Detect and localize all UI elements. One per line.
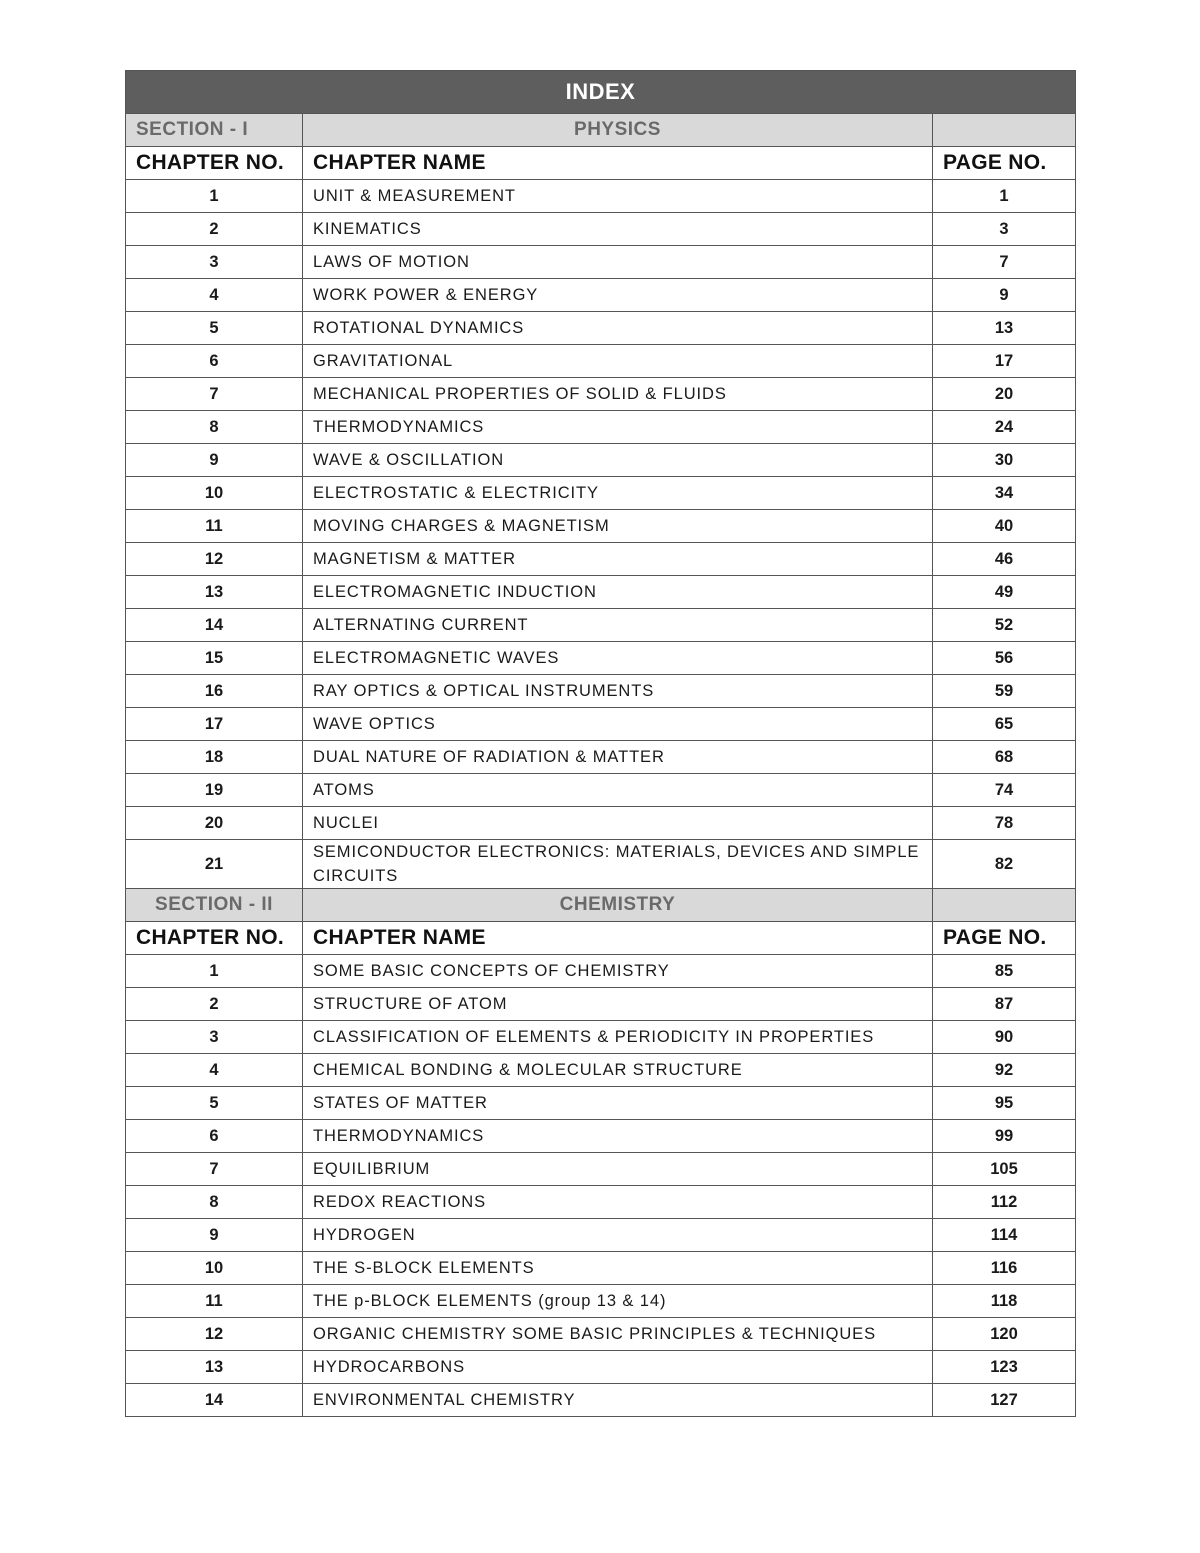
- index-title-row: [126, 71, 1076, 114]
- section-empty-cell: [933, 114, 1076, 147]
- chapter-name: KINEMATICS: [303, 213, 933, 246]
- chapter-name-header: CHAPTER NAME: [303, 922, 933, 955]
- chapter-number: 11: [126, 1285, 303, 1318]
- chapter-name: ROTATIONAL DYNAMICS: [303, 312, 933, 345]
- chapter-number: 9: [126, 444, 303, 477]
- page-number: 99: [933, 1120, 1076, 1153]
- chapter-name: UNIT & MEASUREMENT: [303, 180, 933, 213]
- chapter-name: MOVING CHARGES & MAGNETISM: [303, 510, 933, 543]
- page-number: 118: [933, 1285, 1076, 1318]
- section-label: SECTION - I: [126, 114, 303, 147]
- chapter-number: 17: [126, 708, 303, 741]
- chapter-number: 5: [126, 312, 303, 345]
- page-number: 105: [933, 1153, 1076, 1186]
- table-row: [126, 1087, 1076, 1120]
- page-number: 46: [933, 543, 1076, 576]
- chapter-name: ELECTROSTATIC & ELECTRICITY: [303, 477, 933, 510]
- page-number: 120: [933, 1318, 1076, 1351]
- table-row: [126, 774, 1076, 807]
- chapter-name: HYDROCARBONS: [303, 1351, 933, 1384]
- chapter-name: ELECTROMAGNETIC INDUCTION: [303, 576, 933, 609]
- chapter-number: 12: [126, 1318, 303, 1351]
- page-number: 1: [933, 180, 1076, 213]
- page-number: 112: [933, 1186, 1076, 1219]
- page-number: 59: [933, 675, 1076, 708]
- table-row: [126, 213, 1076, 246]
- page-number: 82: [933, 840, 1076, 889]
- table-row: [126, 1021, 1076, 1054]
- table-row: [126, 510, 1076, 543]
- chapter-name: CLASSIFICATION OF ELEMENTS & PERIODICITY IN PROPERTIES: [303, 1021, 933, 1054]
- table-row: [126, 1219, 1076, 1252]
- page-number: 3: [933, 213, 1076, 246]
- chapter-number: 2: [126, 988, 303, 1021]
- chapter-name: LAWS OF MOTION: [303, 246, 933, 279]
- page-no-header: PAGE NO.: [933, 147, 1076, 180]
- page-number: 78: [933, 807, 1076, 840]
- page-number: 65: [933, 708, 1076, 741]
- page-number: 49: [933, 576, 1076, 609]
- chapter-number: 13: [126, 576, 303, 609]
- table-row: [126, 609, 1076, 642]
- page-number: 52: [933, 609, 1076, 642]
- section-header-row: [126, 114, 1076, 147]
- chapter-number: 5: [126, 1087, 303, 1120]
- index-table: [125, 70, 1076, 1417]
- chapter-number: 20: [126, 807, 303, 840]
- chapter-name: EQUILIBRIUM: [303, 1153, 933, 1186]
- chapter-name: SOME BASIC CONCEPTS OF CHEMISTRY: [303, 955, 933, 988]
- chapter-number: 15: [126, 642, 303, 675]
- table-row: [126, 1120, 1076, 1153]
- chapter-number: 4: [126, 1054, 303, 1087]
- chapter-name: WAVE OPTICS: [303, 708, 933, 741]
- chapter-number: 1: [126, 180, 303, 213]
- chapter-name: ALTERNATING CURRENT: [303, 609, 933, 642]
- page-number: 127: [933, 1384, 1076, 1417]
- chapter-name: THERMODYNAMICS: [303, 411, 933, 444]
- chapter-name: ATOMS: [303, 774, 933, 807]
- table-row: [126, 576, 1076, 609]
- page-number: 74: [933, 774, 1076, 807]
- table-row: [126, 642, 1076, 675]
- chapter-number: 3: [126, 1021, 303, 1054]
- page-number: 95: [933, 1087, 1076, 1120]
- page-number: 87: [933, 988, 1076, 1021]
- table-row: [126, 1351, 1076, 1384]
- page-number: 68: [933, 741, 1076, 774]
- chapter-name: ORGANIC CHEMISTRY SOME BASIC PRINCIPLES & TECHNIQUES: [303, 1318, 933, 1351]
- chapter-number: 2: [126, 213, 303, 246]
- chapter-number: 10: [126, 1252, 303, 1285]
- table-row: [126, 378, 1076, 411]
- chapter-name: WORK POWER & ENERGY: [303, 279, 933, 312]
- chapter-number: 10: [126, 477, 303, 510]
- chapter-no-header: CHAPTER NO.: [126, 147, 303, 180]
- chapter-number: 8: [126, 1186, 303, 1219]
- chapter-number: 8: [126, 411, 303, 444]
- section-subject: CHEMISTRY: [303, 889, 933, 922]
- page-number: 9: [933, 279, 1076, 312]
- chapter-number: 1: [126, 955, 303, 988]
- page-no-header: PAGE NO.: [933, 922, 1076, 955]
- page-number: 114: [933, 1219, 1076, 1252]
- chapter-name: MECHANICAL PROPERTIES OF SOLID & FLUIDS: [303, 378, 933, 411]
- chapter-name: ENVIRONMENTAL CHEMISTRY: [303, 1384, 933, 1417]
- table-row: [126, 675, 1076, 708]
- page-number: 56: [933, 642, 1076, 675]
- index-title: INDEX: [126, 71, 1076, 114]
- chapter-number: 4: [126, 279, 303, 312]
- table-row: [126, 1252, 1076, 1285]
- chapter-number: 3: [126, 246, 303, 279]
- table-row: [126, 444, 1076, 477]
- chapter-name: STRUCTURE OF ATOM: [303, 988, 933, 1021]
- page-number: 92: [933, 1054, 1076, 1087]
- chapter-name: RAY OPTICS & OPTICAL INSTRUMENTS: [303, 675, 933, 708]
- chapter-number: 11: [126, 510, 303, 543]
- chapter-number: 6: [126, 345, 303, 378]
- chapter-number: 7: [126, 1153, 303, 1186]
- chapter-name: MAGNETISM & MATTER: [303, 543, 933, 576]
- table-row: [126, 1285, 1076, 1318]
- chapter-number: 7: [126, 378, 303, 411]
- table-row: [126, 807, 1076, 840]
- table-row: [126, 708, 1076, 741]
- chapter-name: THE p-BLOCK ELEMENTS (group 13 & 14): [303, 1285, 933, 1318]
- table-row: [126, 180, 1076, 213]
- chapter-name: ELECTROMAGNETIC WAVES: [303, 642, 933, 675]
- page-number: 20: [933, 378, 1076, 411]
- page-number: 34: [933, 477, 1076, 510]
- index-table-body: [126, 71, 1076, 1417]
- column-header-row: [126, 147, 1076, 180]
- page-number: 30: [933, 444, 1076, 477]
- table-row: [126, 840, 1076, 889]
- chapter-number: 19: [126, 774, 303, 807]
- table-row: [126, 246, 1076, 279]
- chapter-number: 21: [126, 840, 303, 889]
- chapter-no-header: CHAPTER NO.: [126, 922, 303, 955]
- table-row: [126, 1318, 1076, 1351]
- table-row: [126, 279, 1076, 312]
- chapter-name: STATES OF MATTER: [303, 1087, 933, 1120]
- table-row: [126, 1054, 1076, 1087]
- section-subject: PHYSICS: [303, 114, 933, 147]
- table-row: [126, 312, 1076, 345]
- chapter-name: WAVE & OSCILLATION: [303, 444, 933, 477]
- chapter-name-header: CHAPTER NAME: [303, 147, 933, 180]
- column-header-row: [126, 922, 1076, 955]
- table-row: [126, 1186, 1076, 1219]
- chapter-name: HYDROGEN: [303, 1219, 933, 1252]
- chapter-number: 13: [126, 1351, 303, 1384]
- chapter-name: DUAL NATURE OF RADIATION & MATTER: [303, 741, 933, 774]
- chapter-name: CHEMICAL BONDING & MOLECULAR STRUCTURE: [303, 1054, 933, 1087]
- chapter-number: 9: [126, 1219, 303, 1252]
- table-row: [126, 411, 1076, 444]
- chapter-number: 14: [126, 609, 303, 642]
- chapter-name: NUCLEI: [303, 807, 933, 840]
- section-label: SECTION - II: [126, 889, 303, 922]
- page-number: 116: [933, 1252, 1076, 1285]
- chapter-name: GRAVITATIONAL: [303, 345, 933, 378]
- page-number: 7: [933, 246, 1076, 279]
- chapter-name: THE S-BLOCK ELEMENTS: [303, 1252, 933, 1285]
- table-row: [126, 543, 1076, 576]
- chapter-number: 6: [126, 1120, 303, 1153]
- page-number: 123: [933, 1351, 1076, 1384]
- table-row: [126, 345, 1076, 378]
- section-empty-cell: [933, 889, 1076, 922]
- table-row: [126, 741, 1076, 774]
- page-number: 24: [933, 411, 1076, 444]
- chapter-number: 14: [126, 1384, 303, 1417]
- table-row: [126, 1384, 1076, 1417]
- page-number: 40: [933, 510, 1076, 543]
- page-number: 90: [933, 1021, 1076, 1054]
- table-row: [126, 1153, 1076, 1186]
- chapter-number: 16: [126, 675, 303, 708]
- page-number: 85: [933, 955, 1076, 988]
- chapter-number: 12: [126, 543, 303, 576]
- table-row: [126, 988, 1076, 1021]
- page-number: 17: [933, 345, 1076, 378]
- chapter-name: THERMODYNAMICS: [303, 1120, 933, 1153]
- table-row: [126, 477, 1076, 510]
- chapter-name: REDOX REACTIONS: [303, 1186, 933, 1219]
- chapter-number: 18: [126, 741, 303, 774]
- chapter-name: SEMICONDUCTOR ELECTRONICS: MATERIALS, DEVICES AND SIMPLE CIRCUITS: [303, 840, 933, 889]
- section-header-row: [126, 889, 1076, 922]
- page-number: 13: [933, 312, 1076, 345]
- table-row: [126, 955, 1076, 988]
